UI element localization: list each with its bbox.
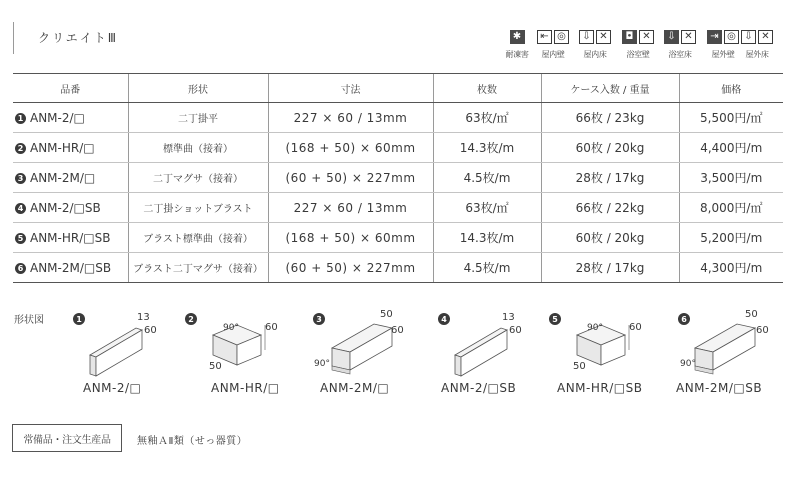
- dim-label: 90°: [223, 323, 239, 333]
- product-code-cell: [13, 103, 128, 133]
- size-cell: 227 × 60 / 13mm: [268, 103, 433, 133]
- product-code-cell: [13, 253, 128, 283]
- usage-icons: [497, 30, 777, 68]
- price-cell: 5,500円/㎡: [679, 103, 783, 133]
- shape-number: 5: [552, 315, 558, 324]
- dim-label: 13: [502, 312, 515, 323]
- title-divider: [13, 22, 14, 54]
- dim-label: 50: [745, 309, 758, 320]
- shape-name-6: ANM-2M/□SB: [676, 381, 763, 395]
- header-price: 価格: [679, 74, 783, 103]
- dim-label: 60: [144, 325, 157, 336]
- shape-cell: 二丁マグサ（接着）: [128, 163, 268, 193]
- shape-number: 3: [316, 315, 322, 324]
- table-header-row: [13, 74, 783, 103]
- count-cell: 14.3枚/m: [433, 133, 541, 163]
- shape-cell: 二丁掛平: [128, 103, 268, 133]
- table-row: [13, 223, 783, 253]
- dim-label: 60: [629, 322, 642, 333]
- shape-name-1: ANM-2/□: [83, 381, 142, 395]
- shape-name-2: ANM-HR/□: [211, 381, 280, 395]
- product-code: ANM-2M/□SB: [30, 260, 112, 275]
- page-title: クリエイトⅢ: [38, 31, 119, 45]
- product-code: ANM-HR/□SB: [30, 230, 111, 245]
- row-number-badge: 4: [15, 203, 26, 214]
- header-code: 品番: [13, 74, 128, 103]
- dim-label: 60: [756, 325, 769, 336]
- header-size: 寸法: [268, 74, 433, 103]
- product-code-cell: [13, 223, 128, 253]
- dim-label: 60: [265, 322, 278, 333]
- count-cell: 63枚/㎡: [433, 193, 541, 223]
- dim-label: 13: [137, 312, 150, 323]
- price-cell: 8,000円/㎡: [679, 193, 783, 223]
- product-code-cell: [13, 163, 128, 193]
- count-cell: 4.5枚/m: [433, 163, 541, 193]
- price-cell: 4,300円/m: [679, 253, 783, 283]
- table-row: [13, 133, 783, 163]
- shape-number: 4: [441, 315, 447, 324]
- table-row: [13, 253, 783, 283]
- interior-floor-icon: ⇩ ✕ 屋内床: [575, 30, 615, 60]
- size-cell: (168 + 50) × 60mm: [268, 223, 433, 253]
- price-cell: 5,200円/m: [679, 223, 783, 253]
- shape-diagram-label: 形状図: [14, 315, 44, 326]
- shape-number: 2: [188, 315, 194, 324]
- dim-label: 50: [573, 361, 586, 372]
- interior-wall-icon: ⇤ ◎ 屋内壁: [533, 30, 573, 60]
- size-cell: (60 + 50) × 227mm: [268, 253, 433, 283]
- frost-resistance-icon: ✱ 耐凍害: [505, 31, 529, 59]
- size-cell: (168 + 50) × 60mm: [268, 133, 433, 163]
- dim-label: 90°: [680, 359, 696, 369]
- count-cell: 14.3枚/m: [433, 223, 541, 253]
- dim-label: 60: [509, 325, 522, 336]
- shape-cell: 標準曲（接着）: [128, 133, 268, 163]
- case-cell: 60枚 / 20kg: [541, 133, 679, 163]
- shape-cell: 二丁掛ショットブラスト: [128, 193, 268, 223]
- size-cell: (60 + 50) × 227mm: [268, 163, 433, 193]
- bathroom-floor-icon: ⇩ ✕ 浴室床: [660, 30, 700, 60]
- case-cell: 60枚 / 20kg: [541, 223, 679, 253]
- table-row: [13, 103, 783, 133]
- header-count: 枚数: [433, 74, 541, 103]
- row-number-badge: 1: [15, 113, 26, 124]
- product-code: ANM-2/□: [30, 110, 85, 125]
- shape-cell: ブラスト二丁マグサ（接着）: [128, 253, 268, 283]
- header-case: ケース入数 / 重量: [541, 74, 679, 103]
- count-cell: 4.5枚/m: [433, 253, 541, 283]
- case-cell: 28枚 / 17kg: [541, 163, 679, 193]
- shape-number: 1: [76, 315, 82, 324]
- stock-type-badge: 常備品・注文生産品: [12, 424, 122, 452]
- dim-label: 90°: [314, 359, 330, 369]
- shape-name-3: ANM-2M/□: [320, 381, 390, 395]
- case-cell: 66枚 / 23kg: [541, 103, 679, 133]
- shape-cell: ブラスト標準曲（接着）: [128, 223, 268, 253]
- shape-name-5: ANM-HR/□SB: [557, 381, 643, 395]
- dim-label: 50: [380, 309, 393, 320]
- product-code: ANM-2M/□: [30, 170, 96, 185]
- size-cell: 227 × 60 / 13mm: [268, 193, 433, 223]
- table-row: [13, 193, 783, 223]
- shape-number: 6: [681, 315, 687, 324]
- product-code-cell: [13, 133, 128, 163]
- price-cell: 3,500円/m: [679, 163, 783, 193]
- shape-name-4: ANM-2/□SB: [441, 381, 517, 395]
- table-row: [13, 163, 783, 193]
- row-number-badge: 3: [15, 173, 26, 184]
- dim-label: 60: [391, 325, 404, 336]
- dim-label: 50: [209, 361, 222, 372]
- price-cell: 4,400円/m: [679, 133, 783, 163]
- case-cell: 28枚 / 17kg: [541, 253, 679, 283]
- row-number-badge: 2: [15, 143, 26, 154]
- spec-table: [13, 73, 783, 283]
- product-code: ANM-2/□SB: [30, 200, 101, 215]
- dim-label: 90°: [587, 323, 603, 333]
- row-number-badge: 6: [15, 263, 26, 274]
- product-code: ANM-HR/□: [30, 140, 95, 155]
- count-cell: 63枚/㎡: [433, 103, 541, 133]
- exterior-floor-icon: ⇩ ✕ 屋外床: [737, 30, 777, 60]
- bathroom-wall-icon: ◘ ✕ 浴室壁: [618, 30, 658, 60]
- material-classification: 無釉ＡⅡ類（せっ器質）: [137, 436, 248, 447]
- exterior-wall-icon: ⇥ ◎ 屋外壁: [703, 30, 743, 60]
- case-cell: 66枚 / 22kg: [541, 193, 679, 223]
- header-shape: 形状: [128, 74, 268, 103]
- product-code-cell: [13, 193, 128, 223]
- row-number-badge: 5: [15, 233, 26, 244]
